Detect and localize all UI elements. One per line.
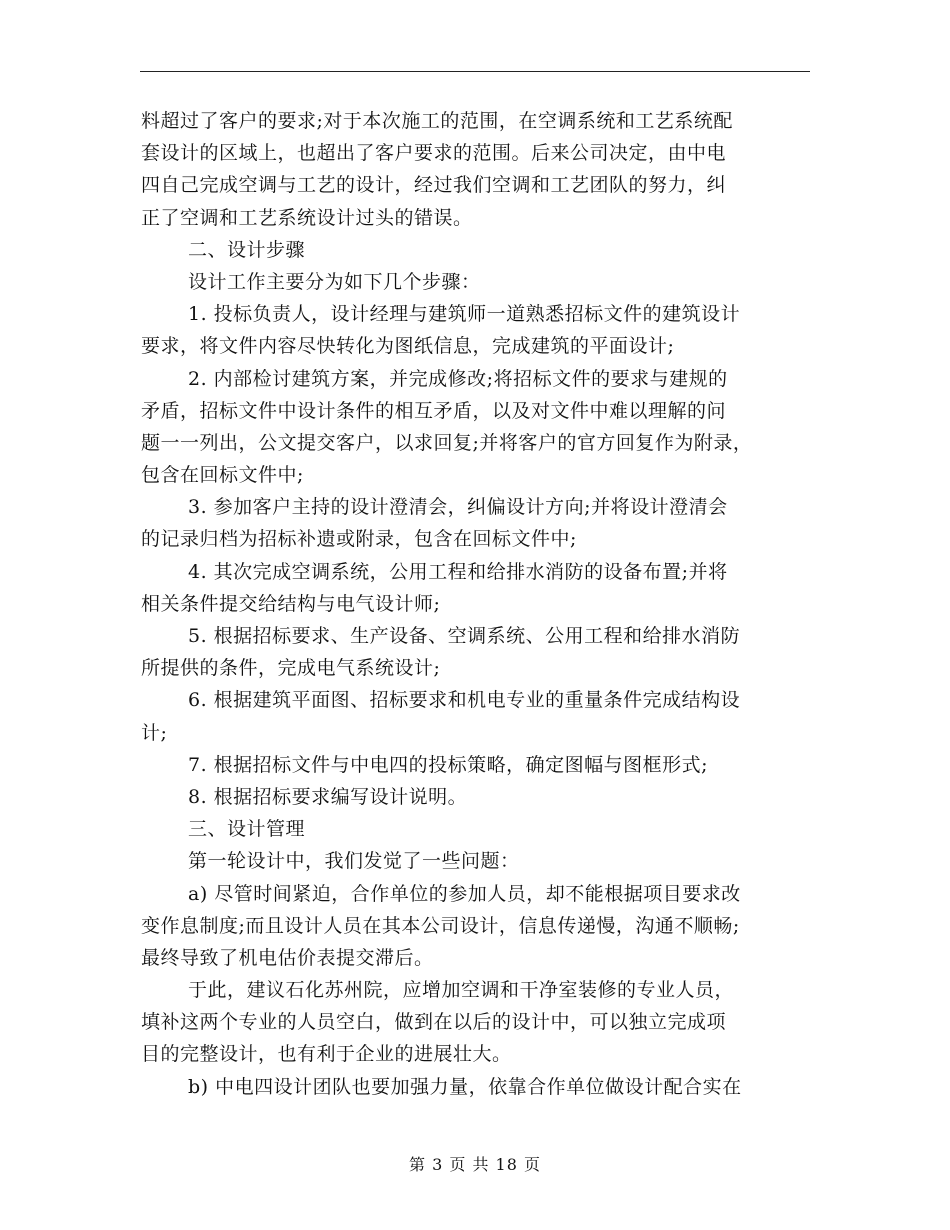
text-line: 设计工作主要分为如下几个步骤：: [188, 270, 481, 293]
text-line: 料超过了客户的要求;对于本次施工的范围，在空调系统和工艺系统配: [141, 110, 733, 132]
text-line: 4. 其次完成空调系统，公用工程和给排水消防的设备布置;并将: [188, 560, 728, 583]
text-line: 套设计的区域上，也超出了客户要求的范围。后来公司决定，由中电: [141, 142, 727, 165]
text-line: 计;: [141, 721, 168, 744]
text-line: 的记录归档为招标补遗或附录，包含在回标文件中;: [141, 528, 577, 551]
text-line: 第一轮设计中，我们发觉了一些问题：: [188, 850, 520, 873]
text-line: 2. 内部检讨建筑方案，并完成修改;将招标文件的要求与建规的: [188, 367, 728, 390]
text-line: b) 中电四设计团队也要加强力量，依靠合作单位做设计配合实在: [188, 1075, 742, 1098]
text-line: 8. 根据招标要求编写设计说明。: [188, 785, 468, 808]
body-text: [141, 105, 811, 1103]
text-line: 矛盾，招标文件中设计条件的相互矛盾，以及对文件中难以理解的问: [141, 399, 727, 422]
text-line: 正了空调和工艺系统设计过头的错误。: [141, 206, 473, 229]
text-line: 二、设计步骤: [188, 238, 306, 261]
text-line: a) 尽管时间紧迫，合作单位的参加人员，却不能根据项目要求改: [188, 882, 741, 905]
text-line: 6. 根据建筑平面图、招标要求和机电专业的重量条件完成结构设: [188, 689, 741, 712]
text-line: 填补这两个专业的人员空白，做到在以后的设计中，可以独立完成项: [141, 1011, 727, 1034]
text-line: 于此，建议石化苏州院，应增加空调和干净室装修的专业人员，: [188, 979, 735, 1002]
text-line: 1. 投标负责人，设计经理与建筑师一道熟悉招标文件的建筑设计: [188, 303, 741, 326]
header-rule: [140, 71, 810, 72]
text-line: 目的完整设计，也有利于企业的进展壮大。: [141, 1043, 512, 1066]
text-line: 相关条件提交给结构与电气设计师;: [141, 592, 441, 615]
text-line: 7. 根据招标文件与中电四的投标策略，确定图幅与图框形式;: [188, 753, 709, 776]
text-line: 题一一列出，公文提交客户，以求回复;并将客户的官方回复作为附录，: [141, 431, 753, 454]
text-line: 四自己完成空调与工艺的设计，经过我们空调和工艺团队的努力，纠: [141, 174, 727, 197]
page-footer: 第 3 页 共 18 页: [409, 1155, 541, 1174]
text-line: 三、设计管理: [188, 818, 306, 841]
text-line: 要求，将文件内容尽快转化为图纸信息，完成建筑的平面设计;: [141, 335, 675, 358]
text-line: 5. 根据招标要求、生产设备、空调系统、公用工程和给排水消防: [188, 625, 741, 647]
text-line: 所提供的条件，完成电气系统设计;: [141, 657, 441, 680]
text-line: 3. 参加客户主持的设计澄清会，纠偏设计方向;并将设计澄清会: [188, 496, 728, 519]
text-line: 包含在回标文件中;: [141, 464, 304, 487]
text-line: 最终导致了机电估价表提交滞后。: [141, 946, 434, 969]
text-line: 变作息制度;而且设计人员在其本公司设计，信息传递慢，沟通不顺畅;: [141, 914, 740, 937]
